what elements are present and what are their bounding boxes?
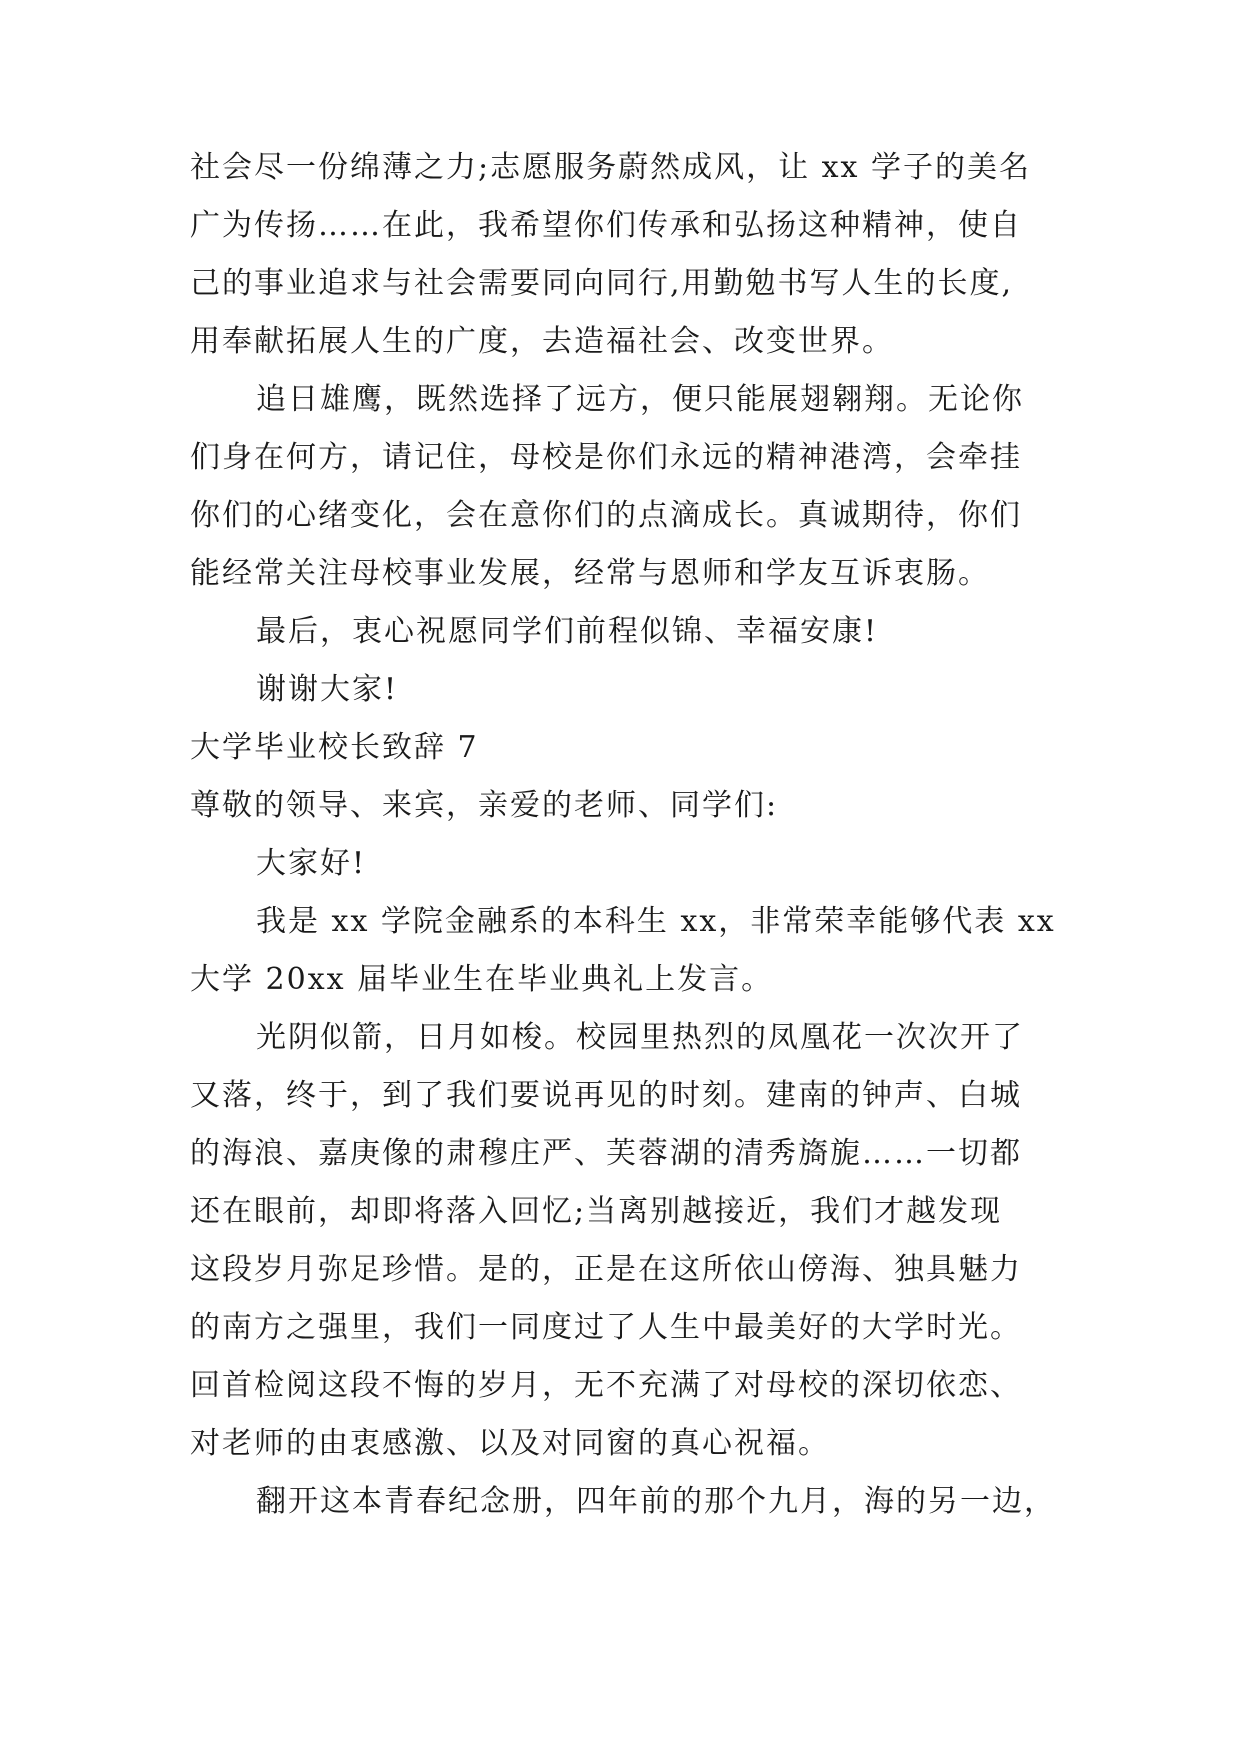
text-line: 社会尽一份绵薄之力;志愿服务蔚然成风，让 xx 学子的美名 <box>190 150 1032 185</box>
text-line: 广为传扬……在此，我希望你们传承和弘扬这种精神，使自 <box>190 208 1022 243</box>
text-line: 的南方之强里，我们一同度过了人生中最美好的大学时光。 <box>190 1310 1022 1345</box>
text-line: 用奉献拓展人生的广度，去造福社会、改变世界。 <box>190 324 894 359</box>
text-line: 的海浪、嘉庚像的肃穆庄严、芙蓉湖的清秀旖旎……一切都 <box>190 1136 1022 1171</box>
salutation-line: 尊敬的领导、来宾，亲爱的老师、同学们: <box>190 788 779 823</box>
paragraph-start-line: 光阴似箭，日月如梭。校园里热烈的凤凰花一次次开了 <box>256 1020 1024 1055</box>
text-line: 这段岁月弥足珍惜。是的，正是在这所依山傍海、独具魅力 <box>190 1252 1022 1287</box>
text-line: 能经常关注母校事业发展，经常与恩师和学友互诉衷肠。 <box>190 556 990 591</box>
text-line: 回首检阅这段不悔的岁月，无不充满了对母校的深切依恋、 <box>190 1368 1022 1403</box>
paragraph-start-line: 最后，衷心祝愿同学们前程似锦、幸福安康! <box>256 614 879 649</box>
paragraph-start-line: 追日雄鹰，既然选择了远方，便只能展翅翱翔。无论你 <box>256 382 1024 417</box>
text-line: 还在眼前，却即将落入回忆;当离别越接近，我们才越发现 <box>190 1194 1003 1229</box>
greeting-line: 大家好! <box>256 846 367 881</box>
text-line: 己的事业追求与社会需要同向同行,用勤勉书写人生的长度, <box>190 266 1014 301</box>
paragraph-start-line: 翻开这本青春纪念册，四年前的那个九月，海的另一边， <box>256 1484 1056 1519</box>
text-line: 对老师的由衷感激、以及对同窗的真心祝福。 <box>190 1426 830 1461</box>
text-line: 大学 20xx 届毕业生在毕业典礼上发言。 <box>190 962 774 997</box>
text-line: 又落，终于，到了我们要说再见的时刻。建南的钟声、白城 <box>190 1078 1022 1113</box>
text-line: 你们的心绪变化，会在意你们的点滴成长。真诚期待，你们 <box>190 498 1022 533</box>
section-heading: 大学毕业校长致辞 7 <box>190 730 479 765</box>
paragraph-start-line: 我是 xx 学院金融系的本科生 xx，非常荣幸能够代表 xx <box>256 904 1056 939</box>
text-line: 们身在何方，请记住，母校是你们永远的精神港湾，会牵挂 <box>190 440 1022 475</box>
paragraph-start-line: 谢谢大家! <box>256 672 399 707</box>
